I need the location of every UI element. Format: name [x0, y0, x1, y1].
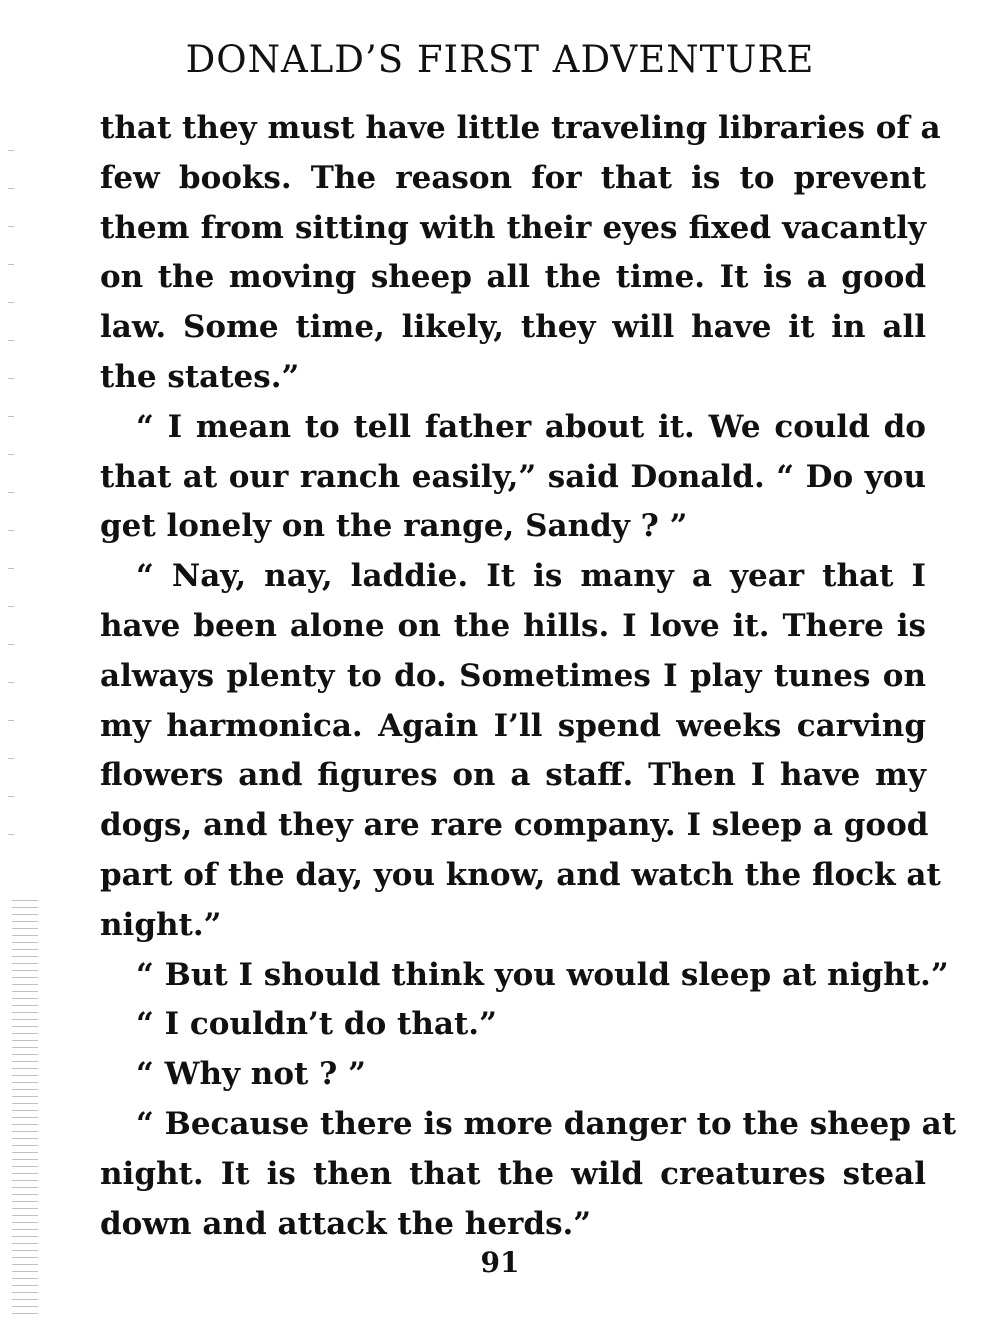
text-line: flowers and figures on a staff. Then I have my [100, 757, 926, 794]
text-line: “ I couldn’t do that.” [136, 1006, 497, 1043]
text-line: dogs, and they are rare company. I sleep a good [100, 807, 929, 844]
text-line: “ Nay, nay, laddie. It is many a year that I [136, 558, 926, 595]
text-line: part of the day, you know, and watch the flock at [100, 856, 941, 893]
text-line: “ But I should think you would sleep at night.” [136, 956, 949, 993]
text-line: always plenty to do. Sometimes I play tunes on [100, 657, 926, 694]
text-line: that they must have little traveling libraries of a [100, 110, 941, 146]
running-head: DONALD’S FIRST ADVENTURE [185, 38, 815, 81]
text-line: that at our ranch easily,” said Donald. “ Do you [100, 458, 926, 495]
text-line: them from sitting with their eyes fixed vacantly [100, 209, 926, 246]
scan-gutter-marks [8, 150, 14, 870]
text-line: “ Because there is more danger to the sheep at [136, 1105, 957, 1142]
text-line: get lonely on the range, Sandy ? ” [100, 508, 688, 545]
text-line: have been alone on the hills. I love it. There is [100, 607, 926, 644]
text-line: night. It is then that the wild creatures steal [100, 1155, 926, 1192]
text-line: the states.” [100, 358, 300, 395]
text-line: “ Why not ? ” [136, 1056, 366, 1093]
text-line: night.” [100, 906, 222, 943]
text-line: “ I mean to tell father about it. We could do [136, 408, 926, 445]
text-line: few books. The reason for that is to prevent [100, 159, 926, 196]
page-number: 91 [480, 1246, 520, 1279]
text-line: law. Some time, likely, they will have it in all [100, 309, 926, 346]
text-line: down and attack the herds.” [100, 1205, 592, 1242]
body-text [100, 104, 957, 1249]
text-line: on the moving sheep all the time. It is a good [100, 259, 926, 296]
text-line: my harmonica. Again I’ll spend weeks carving [100, 707, 926, 744]
